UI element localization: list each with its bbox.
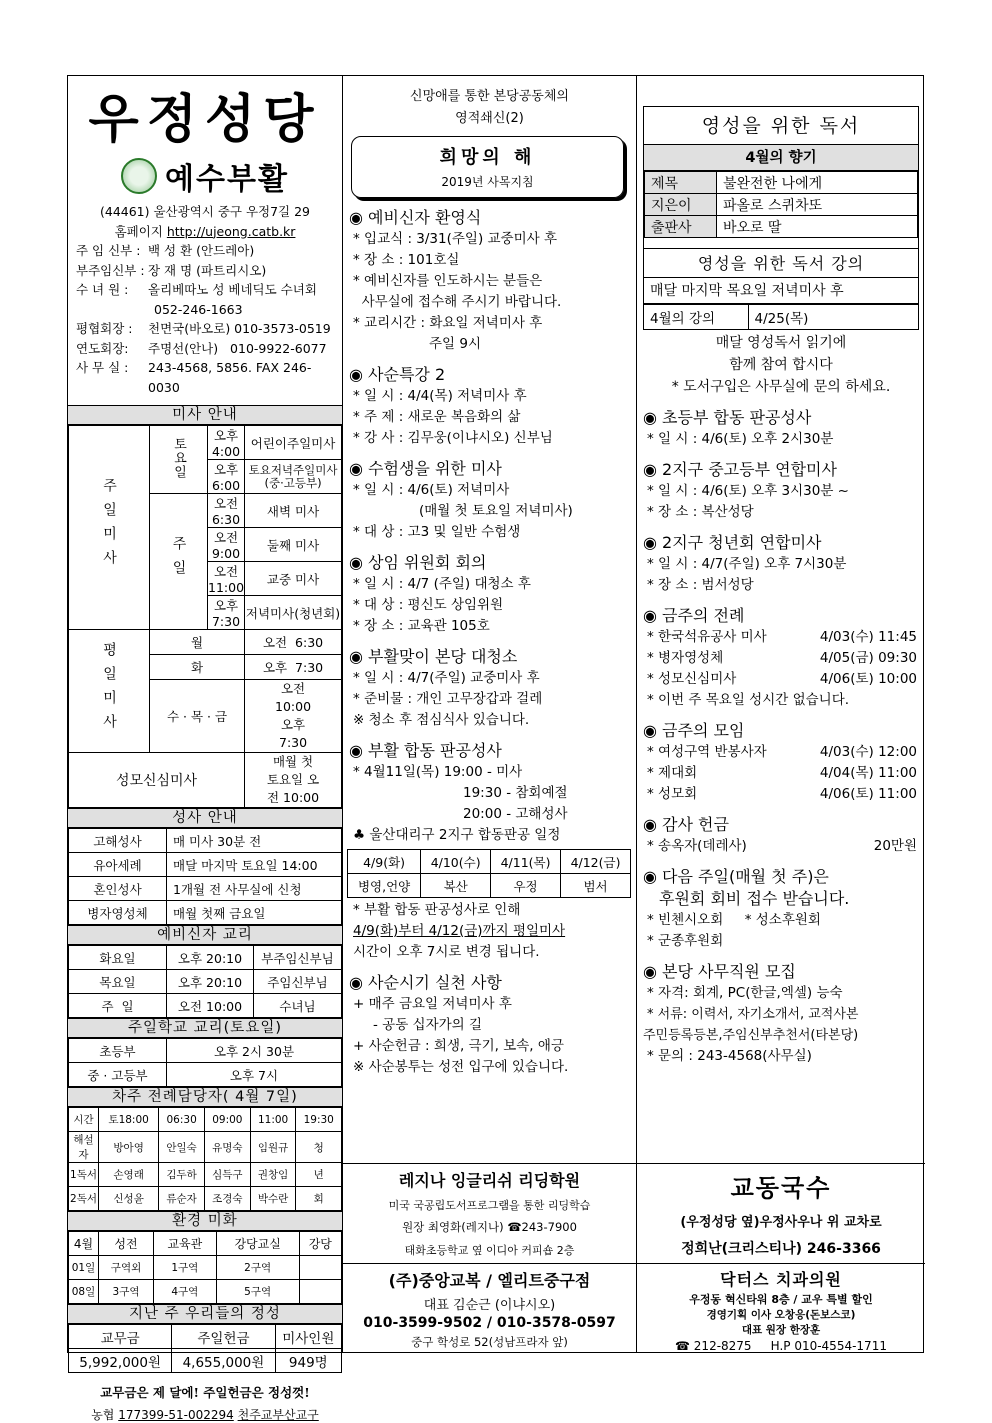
notice-title: ◉ 금주의 전례 — [643, 605, 745, 625]
sunday-school-header: 주일학교 교리(토요일) — [68, 1018, 342, 1038]
notice-youth-mass — [637, 459, 925, 523]
duty-col-header: 09:00 — [204, 1108, 250, 1132]
notice-line: - 공동 십자가의 길 — [373, 1017, 483, 1033]
notice-line: * 대 상 : 평신도 상임위원 — [353, 597, 504, 613]
notice-title: ◉ 2지구 중고등부 연합미사 — [643, 459, 837, 479]
offering-value: 4,655,000원 — [172, 1349, 275, 1373]
note-line: 매달 영성독서 읽기에 — [715, 334, 847, 351]
ad-english-academy — [343, 1163, 636, 1257]
school-time: 오후 7시 — [167, 1063, 342, 1087]
offering-header: 지난 주 우리들의 정성 — [68, 1304, 342, 1324]
spiritual-reading-box — [643, 106, 919, 330]
contact-row — [76, 319, 334, 339]
duty-header: 차주 전례담당자( 4월 7일) — [68, 1087, 342, 1107]
mass-time: 오후 7:30 — [208, 596, 245, 630]
notice-liturgy — [637, 605, 925, 711]
catechumen-table — [68, 945, 342, 1018]
book-label: 제목 — [645, 172, 717, 194]
env-cell — [299, 1256, 341, 1280]
theme-line: 신망애를 통한 본당공동체의 — [410, 89, 569, 104]
reading-title: 영성을 위한 독서 — [644, 107, 918, 145]
offering-table — [68, 1324, 342, 1373]
notice-line: 19:30 - 참회예절 — [463, 785, 568, 801]
sacrament-value: 매 미사 30분 전 — [167, 829, 342, 853]
notice-line: * 강 사 : 김무웅(이냐시오) 신부님 — [353, 430, 553, 446]
mass-time: 오전 9:00 — [208, 528, 245, 562]
ad-line: 미국 국공립도서프로그램을 통한 리딩학습 — [388, 1199, 591, 1212]
staff-value: 장 재 명 (파트리시오) — [148, 262, 267, 278]
address: (44461) 울산광역시 중구 우정7길 29 — [99, 204, 311, 219]
liturgy-row — [643, 627, 925, 648]
thanks-name: * 송옥자(데레사) — [647, 837, 747, 854]
mass-name: 어린이주일미사 — [245, 426, 342, 460]
duty-cell: 신성윤 — [99, 1187, 159, 1211]
class-time: 오후 20:10 — [167, 946, 254, 970]
notice-title: ◉ 사순특강 2 — [349, 365, 446, 384]
staff-row — [76, 241, 334, 261]
class-teacher: 주임신부님 — [254, 970, 342, 994]
account-owner: 천주교부산교구 — [237, 1408, 319, 1422]
contact-row — [76, 339, 334, 359]
notice-line: * 교리시간 : 화요일 저녁미사 후 — [353, 315, 543, 331]
duty-cell: 안일숙 — [159, 1132, 205, 1163]
mass-name: 저녁미사(청년회) — [245, 596, 342, 630]
homepage-row — [76, 222, 334, 242]
sunday-school-table — [68, 1038, 342, 1087]
homepage-link[interactable]: http://ujeong.catb.kr — [166, 223, 296, 239]
notice-line: * 일 시 : 4/7(주일) 오후 7시30분 — [647, 555, 847, 572]
notice-lent-lecture — [343, 364, 636, 449]
lecture-table — [644, 304, 918, 329]
schedule-place: 우정 — [491, 874, 561, 898]
schedule-date: 4/10(수) — [421, 850, 491, 874]
duty-col-header: 시간 — [69, 1108, 99, 1132]
class-day: 목요일 — [69, 970, 167, 994]
notice-thanksgiving — [637, 814, 925, 857]
staff-label: 주 임 신부 : — [76, 243, 141, 258]
class-time: 오전 10:00 — [167, 994, 254, 1018]
thanks-row — [643, 836, 925, 857]
mass-name: 새벽 미사 — [245, 494, 342, 528]
staff-label: 부주임신부 : — [76, 262, 145, 278]
notice-student-mass — [343, 458, 636, 543]
duty-col-header: 06:30 — [159, 1108, 205, 1132]
sacrament-value: 매달 마지막 토요일 14:00 — [167, 853, 342, 877]
notice-title: ◉ 사순시기 실천 사항 — [349, 973, 502, 992]
notice-title: ◉ 부활 합동 판공성사 — [349, 741, 502, 760]
duty-col-header: 토18:00 — [99, 1108, 159, 1132]
bank-name: 농협 — [91, 1408, 115, 1422]
meeting-row — [643, 742, 925, 763]
lecture-date: 4/25(목) — [748, 305, 918, 329]
notice-title: ◉ 초등부 합동 판공성사 — [643, 407, 812, 427]
ad-line: 010-3599-9502 / 010-3578-0597 — [363, 1315, 616, 1331]
hope-title: 희망의 해 — [439, 147, 536, 168]
weekday-day: 월 — [150, 630, 245, 655]
meeting-when: 4/06(토) 11:00 — [819, 785, 917, 802]
mary-mass-name: 성모신심미사 — [69, 753, 245, 808]
notice-line: * 일 시 : 4/6(토) 저녁미사 — [353, 482, 510, 498]
notice-line: * 4월11일(목) 19:00 - 미사 — [353, 764, 523, 780]
notice-title: ◉ 다음 주일(매월 첫 주)은 — [643, 866, 829, 886]
duty-cell: 류순자 — [159, 1187, 205, 1211]
notice-line: * 입교식 : 3/31(주일) 교중미사 후 — [353, 231, 558, 247]
mass-time: 오전 6:30 — [208, 494, 245, 528]
notice-catechumen-welcome — [343, 207, 636, 355]
lecture-schedule: 매달 마지막 목요일 저녁미사 후 — [644, 278, 918, 304]
notice-line: 사무실에 접수해 주시기 바랍니다. — [353, 294, 562, 310]
ad-line: 태화초등학교 옆 이디아 커피숍 2층 — [404, 1244, 575, 1257]
notice-line: * 이번 주 목요일 성시간 없습니다. — [647, 691, 850, 708]
schedule-date: 4/11(목) — [491, 850, 561, 874]
notice-line: * 일 시 : 4/6(토) 오후 2시30분 — [647, 430, 834, 447]
offering-value: 949명 — [275, 1349, 341, 1373]
ad-dental-clinic — [637, 1263, 925, 1354]
book-value: 불완전한 나에게 — [717, 172, 918, 194]
env-cell: 2구역 — [216, 1256, 299, 1280]
lecture-title: 영성을 위한 독서 강의 — [644, 248, 918, 278]
env-cell — [299, 1280, 341, 1304]
liturgy-when: 4/05(금) 09:30 — [819, 649, 917, 666]
schedule-date: 4/9(화) — [348, 850, 421, 874]
ad-title: 닥터스 치과의원 — [720, 1270, 842, 1289]
meeting-name: * 제대회 — [647, 764, 698, 781]
notice-title: ◉ 상임 위원회 회의 — [349, 553, 487, 572]
notice-line: * 일 시 : 4/7 (주일) 대청소 후 — [353, 576, 531, 592]
ad-line: 대표 김순근 (이냐시오) — [423, 1298, 556, 1313]
weekday-time: 오전 10:00 오후 7:30 — [245, 680, 342, 753]
env-col-header: 4월 — [69, 1232, 99, 1256]
notice-title: ◉ 수험생을 위한 미사 — [349, 459, 502, 478]
ad-line: 우정동 혁신타워 8층 / 교우 특별 할인 — [689, 1293, 873, 1306]
ad-noodle-shop — [637, 1163, 925, 1263]
notice-title: ◉ 감사 헌금 — [643, 814, 729, 834]
book-table — [644, 171, 918, 238]
ad-title: (주)중앙교복 / 엘리트중구점 — [388, 1271, 591, 1290]
notice-line: + 사순헌금 : 희생, 극기, 보속, 애긍 — [353, 1038, 564, 1054]
meeting-name: * 여성구역 반봉사자 — [647, 743, 767, 760]
subtitle-row — [68, 154, 342, 198]
lecture-label: 4월의 강의 — [644, 305, 748, 329]
notice-line: * 빈첸시오회 * 성소후원회 — [647, 911, 821, 928]
offering-col-header: 주일헌금 — [172, 1325, 275, 1349]
offering-col-header: 교무금 — [69, 1325, 172, 1349]
weekday-mass-label: 평일미사 — [69, 630, 150, 753]
notice-line: * 자격: 회계, PC(한글,엑셀) 능숙 — [647, 984, 843, 1001]
contact-label: 연도회장: — [76, 340, 129, 356]
mary-mass-time: 매월 첫 토요일 오전 10:00 — [245, 753, 342, 808]
mass-name: 교중 미사 — [245, 562, 342, 596]
ad-title: 교동국수 — [730, 1173, 832, 1202]
contact-row — [76, 358, 334, 397]
school-grade: 중 · 고등부 — [69, 1063, 167, 1087]
meeting-row — [643, 784, 925, 805]
mass-table — [68, 425, 342, 808]
offering-value: 5,992,000원 — [69, 1349, 172, 1373]
notice-line: 4/9(화)부터 4/12(금)까지 평일미사 — [353, 923, 566, 939]
sunday-label: 주일 — [150, 494, 208, 630]
sacrament-header: 성사 안내 — [68, 808, 342, 828]
contact-value: 주명선(안나) 010-9922-6077 — [148, 340, 327, 356]
env-col-header: 강당교실 — [216, 1232, 299, 1256]
notice-line: + 매주 금요일 저녁미사 후 — [353, 996, 512, 1012]
duty-cell: 방아영 — [99, 1132, 159, 1163]
middle-column — [343, 76, 637, 1352]
notice-line: * 장 소 : 복산성당 — [647, 503, 754, 520]
schedule-place: 복산 — [421, 874, 491, 898]
sacrament-value: 1개월 전 사무실에 신청 — [167, 877, 342, 901]
notice-line: * 예비신자를 인도하시는 분들은 — [353, 273, 543, 289]
duty-cell: 청 — [296, 1132, 342, 1163]
ad-line: 대표 원장 한장훈 — [741, 1324, 821, 1336]
env-cell: 3구역 — [99, 1280, 154, 1304]
liturgy-when: 4/06(토) 10:00 — [819, 670, 917, 687]
weekday-time: 오후 7:30 — [245, 655, 342, 680]
duty-cell: 유명숙 — [204, 1132, 250, 1163]
env-col-header: 성전 — [99, 1232, 154, 1256]
notice-line: 시간이 오후 7시로 변경 됩니다. — [353, 944, 540, 960]
bank-account — [68, 1406, 342, 1423]
meeting-row — [643, 763, 925, 784]
notice-line: * 일 시 : 4/4(목) 저녁미사 후 — [353, 388, 527, 404]
duty-cell: 심득구 — [204, 1163, 250, 1187]
note-line: 함께 참여 합시다 — [729, 356, 833, 373]
liturgy-row — [643, 669, 925, 690]
convent-phone: 052-246-1663 — [154, 301, 243, 317]
penance-schedule-table — [347, 849, 631, 898]
duty-col-header: 11:00 — [250, 1108, 296, 1132]
duty-cell: 박수란 — [250, 1187, 296, 1211]
duty-cell: 회 — [296, 1187, 342, 1211]
ad-line: 정희난(크리스티나) 246-3366 — [681, 1241, 881, 1257]
book-label: 지은이 — [645, 194, 717, 216]
sacrament-value: 매월 첫째 금요일 — [167, 901, 342, 925]
notice-committee — [343, 552, 636, 637]
staff-label: 수 녀 원 : — [76, 282, 129, 297]
saturday-label: 토요일 — [150, 426, 208, 494]
ad-line: ☎ 212-8275 H.P 010-4554-1711 — [675, 1339, 887, 1353]
liturgy-when: 4/03(수) 11:45 — [819, 628, 917, 645]
env-cell: 01일 — [69, 1256, 99, 1280]
mass-time: 오후 6:00 — [208, 460, 245, 494]
notice-line: * 문의 : 243-4568(사무실) — [647, 1047, 812, 1064]
thanks-amount: 20만원 — [873, 837, 917, 854]
notice-line: ※ 사순봉투는 성전 입구에 있습니다. — [353, 1059, 569, 1075]
notice-line: * 대 상 : 고3 및 일반 수험생 — [353, 524, 521, 540]
notice-line: 주일 9시 — [429, 336, 482, 352]
staff-row — [76, 261, 334, 281]
notice-line: * 장 소 : 범서성당 — [647, 576, 754, 593]
offering-note: 교무금은 제 달에! 주일헌금은 정성껏! — [100, 1385, 310, 1400]
notice-line: 20:00 - 고해성사 — [463, 806, 568, 822]
contact-label: 평협회장 : — [76, 321, 133, 336]
notice-line: * 장 소 : 교육관 105호 — [353, 618, 490, 634]
duty-cell: 2독서 — [69, 1187, 99, 1211]
contact-label: 사 무 실 : — [76, 360, 129, 375]
class-day: 주 일 — [69, 994, 167, 1018]
mass-name: 토요저녁주일미사 (중·고등부) — [245, 460, 342, 494]
sacrament-table — [68, 828, 342, 925]
account-number: 177399-51-002294 — [118, 1408, 234, 1422]
parish-title: 우정성당 — [88, 89, 322, 150]
pastoral-theme — [343, 86, 636, 130]
hope-subtitle: 2019년 사목지침 — [441, 175, 534, 189]
duty-cell: 임원규 — [250, 1132, 296, 1163]
meeting-name: * 성모회 — [647, 785, 698, 802]
notice-cleaning — [343, 646, 636, 731]
ad-line: (우정성당 옆)우정사우나 위 교차로 — [680, 1215, 882, 1230]
duty-cell: 권창임 — [250, 1163, 296, 1187]
contact-value: 243-4568, 5856. FAX 246-0030 — [148, 360, 312, 395]
notice-title: ◉ 예비신자 환영식 — [349, 208, 482, 227]
notice-title: ◉ 부활맞이 본당 대청소 — [349, 647, 518, 666]
staff-row — [76, 280, 334, 300]
district-note: ♣ 울산대리구 2지구 합동판공 일정 — [353, 827, 561, 843]
notice-line: * 주 제 : 새로운 복음화의 삶 — [353, 409, 521, 425]
school-grade: 초등부 — [69, 1039, 167, 1063]
duty-cell: 김두하 — [159, 1163, 205, 1187]
subtitle: 예수부활 — [165, 162, 289, 197]
reading-note — [637, 332, 925, 398]
weekday-time: 오전 6:30 — [245, 630, 342, 655]
book-value: 파올로 스퀴차또 — [717, 194, 918, 216]
mass-time: 오전11:00 — [208, 562, 245, 596]
ad-title: 레지나 잉글리쉬 리딩학원 — [398, 1171, 581, 1190]
notice-title: ◉ 본당 사무직원 모집 — [643, 961, 796, 981]
bulletin-frame — [67, 75, 924, 1422]
duty-table — [68, 1107, 342, 1211]
notice-next-sunday — [637, 866, 925, 952]
mass-time: 오후 4:00 — [208, 426, 245, 460]
weekday-day: 화 — [150, 655, 245, 680]
sacrament-name: 혼인성사 — [69, 877, 167, 901]
notice-title: ◉ 2지구 청년회 연합미사 — [643, 532, 822, 552]
notice-line: * 서류: 이력서, 자기소개서, 교적사본 — [647, 1006, 859, 1022]
notice-line: * 일 시 : 4/6(토) 오후 3시30분 ~ — [647, 482, 849, 499]
book-value: 바오로 딸 — [717, 216, 918, 238]
duty-cell: 조경숙 — [204, 1187, 250, 1211]
notice-children-penance — [637, 407, 925, 450]
env-cell: 5구역 — [216, 1280, 299, 1304]
duty-cell: 1독서 — [69, 1163, 99, 1187]
schedule-place: 병영,언양 — [348, 874, 421, 898]
left-column — [68, 76, 343, 1422]
duty-cell: 손영래 — [99, 1163, 159, 1187]
homepage-label: 홈페이지 — [114, 223, 163, 239]
ad-line: 경영기획 이사 오창응(돈보스코) — [706, 1309, 856, 1321]
notice-line: * 준비물 : 개인 고무장갑과 걸레 — [353, 691, 543, 707]
mass-name: 둘째 미사 — [245, 528, 342, 562]
staff-value: 백 성 환 (안드레아) — [148, 243, 255, 258]
school-time: 오후 2시 30분 — [167, 1039, 342, 1063]
notice-penance — [343, 740, 636, 846]
env-cell: 구역외 — [99, 1256, 154, 1280]
staff-value: 올리베따노 성 베네딕도 수녀회 — [148, 282, 317, 297]
parish-info — [68, 202, 342, 397]
env-cell: 1구역 — [154, 1256, 217, 1280]
notice-young-adult-mass — [637, 532, 925, 596]
reading-subtitle: 4월의 향기 — [644, 145, 918, 171]
catechumen-header: 예비신자 교리 — [68, 925, 342, 945]
mass-header: 미사 안내 — [68, 405, 342, 425]
theme-line: 영적쇄신(2) — [455, 111, 524, 126]
sacrament-name: 유아세례 — [69, 853, 167, 877]
class-time: 오후 20:10 — [167, 970, 254, 994]
notice-line: * 군종후원회 — [647, 932, 724, 949]
ad-uniform-shop — [343, 1263, 636, 1354]
liturgy-row — [643, 648, 925, 669]
class-teacher: 수녀님 — [254, 994, 342, 1018]
env-col-header: 교육관 — [154, 1232, 217, 1256]
sunday-mass-label: 주일미사 — [69, 426, 150, 630]
notice-line: * 일 시 : 4/7(주일) 교중미사 후 — [353, 670, 540, 686]
notice-line: * 부활 합동 판공성사로 인해 — [353, 902, 521, 918]
liturgy-name: * 병자영성체 — [647, 649, 724, 666]
duty-col-header: 19:30 — [296, 1108, 342, 1132]
env-table — [68, 1231, 342, 1304]
offering-col-header: 미사인원 — [275, 1325, 341, 1349]
contact-value: 천면국(바오로) 010-3573-0519 — [148, 321, 331, 336]
weekday-day: 수 · 목 · 금 — [150, 680, 245, 753]
notice-line: (매월 첫 토요일 저녁미사) — [419, 503, 573, 519]
notice-meetings — [637, 720, 925, 805]
hope-banner — [351, 136, 624, 198]
env-cell: 4구역 — [154, 1280, 217, 1304]
parish-emblem-icon — [121, 158, 157, 194]
notice-title: ◉ 금주의 모임 — [643, 720, 745, 740]
class-teacher: 부주임신부님 — [254, 946, 342, 970]
notice-staff-recruit — [637, 961, 925, 1067]
env-header: 환경 미화 — [68, 1211, 342, 1231]
env-cell: 08일 — [69, 1280, 99, 1304]
sacrament-name: 병자영성체 — [69, 901, 167, 925]
duty-cell: 해설자 — [69, 1132, 99, 1163]
ad-line: 원장 최영화(레지나) ☎243-7900 — [402, 1220, 577, 1234]
class-day: 화요일 — [69, 946, 167, 970]
notice-line: * 장 소 : 101호실 — [353, 252, 460, 268]
note-line: * 도서구입은 사무실에 문의 하세요. — [671, 378, 891, 395]
notice-lent-practice — [343, 972, 636, 1078]
duty-cell: 년 — [296, 1163, 342, 1187]
right-column — [637, 76, 925, 1352]
liturgy-name: * 성모신심미사 — [647, 670, 737, 687]
schedule-place: 범서 — [561, 874, 631, 898]
ad-line: 중구 학성로 52(성남프라자 앞) — [411, 1335, 568, 1349]
meeting-when: 4/04(목) 11:00 — [819, 764, 917, 781]
schedule-date: 4/12(금) — [561, 850, 631, 874]
env-col-header: 강당 — [299, 1232, 341, 1256]
penance-change-note — [343, 900, 636, 963]
sacrament-name: 고해성사 — [69, 829, 167, 853]
liturgy-name: * 한국석유공사 미사 — [647, 628, 767, 645]
notice-line: ※ 청소 후 점심식사 있습니다. — [353, 712, 530, 728]
notice-title: 후원회 회비 접수 받습니다. — [659, 888, 850, 908]
meeting-when: 4/03(수) 12:00 — [819, 743, 917, 760]
notice-line: 주민등록등본,주임신부추천서(타본당) — [643, 1027, 859, 1043]
book-label: 출판사 — [645, 216, 717, 238]
